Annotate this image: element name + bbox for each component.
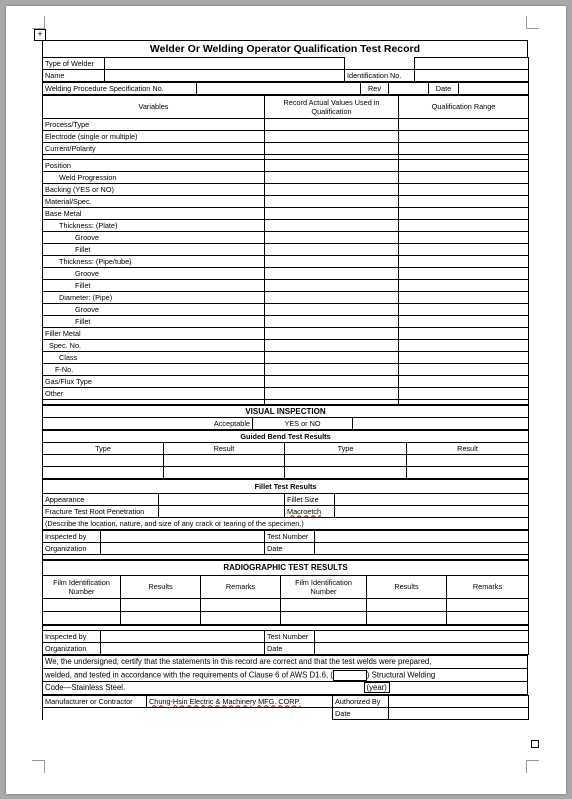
identification-no-field[interactable] [415,70,529,82]
film-id-header [43,576,121,599]
qualification-range-cell[interactable] [399,376,529,388]
variable-row [43,388,529,400]
variable-label: Groove [43,232,265,244]
qualification-range-cell[interactable] [399,268,529,280]
rt-date-field[interactable] [315,643,529,655]
variable-row [43,340,529,352]
fracture-test-field[interactable] [159,506,285,518]
corner-mark [526,16,539,29]
film-id-header-line2: Number [310,587,337,596]
variable-label: Weld Progression [43,172,265,184]
certification-table [42,655,528,695]
qualification-range-cell[interactable] [399,364,529,376]
certification-line2b: ) Structural Welding [366,670,436,680]
fillet-size-field[interactable] [335,494,529,506]
variable-label: Current/Polarity [43,143,265,155]
rt-inspection-table [42,625,529,655]
wps-no-label: Welding Procedure Specification No. [43,83,197,95]
actual-value-cell[interactable] [265,184,399,196]
bend-cell[interactable] [43,455,164,467]
header-table [42,57,529,82]
actual-value-cell[interactable] [265,220,399,232]
rt-cell[interactable] [367,599,447,612]
results-header: Results [367,576,447,599]
results-header: Results [121,576,201,599]
rev-label: Rev [361,83,389,95]
variable-row [43,232,529,244]
variable-label: Fillet [43,316,265,328]
actual-value-cell[interactable] [265,388,399,400]
variable-row [43,172,529,184]
variable-row [43,304,529,316]
qualification-range-cell[interactable] [399,256,529,268]
rt-cell[interactable] [121,599,201,612]
authorized-by-label: Authorized By [333,696,389,708]
rt-cell[interactable] [201,612,281,625]
variable-row [43,400,529,405]
authorized-by-field[interactable] [389,696,529,708]
variable-row [43,352,529,364]
acceptable-label: Acceptable [43,418,253,430]
variables-table [42,95,529,405]
actual-value-cell[interactable] [265,376,399,388]
qualification-range-cell[interactable] [399,340,529,352]
certification-line1: We, the undersigned, certify that the statements in this record are correct and that the test welds were prepared, [43,656,528,669]
rt-cell[interactable] [201,599,281,612]
macroetch-text: Macroetch [287,506,322,516]
radiographic-table [42,560,529,625]
rt-cell[interactable] [281,599,367,612]
actual-value-cell[interactable] [265,292,399,304]
rt-organization-label: Organization [43,643,101,655]
variable-row [43,220,529,232]
actual-value-cell[interactable] [265,316,399,328]
corner-mark [32,16,45,29]
corner-mark [32,760,45,773]
wps-table [42,82,529,95]
test-number-label: Test Number [265,531,315,543]
variable-row [43,376,529,388]
film-id-header-line1: Film Identification [53,578,110,587]
actual-value-cell[interactable] [265,328,399,340]
rt-inspected-by-field[interactable] [101,631,265,643]
name-label: Name [43,70,105,82]
visual-inspection-table [42,405,529,430]
actual-value-cell[interactable] [265,340,399,352]
variable-row [43,184,529,196]
film-id-header-line2: Number [68,587,95,596]
guided-bend-table [42,430,529,479]
rt-test-number-field[interactable] [315,631,529,643]
date-label: Date [265,543,315,555]
bend-result-header: Result [164,443,285,455]
actual-value-cell[interactable] [265,352,399,364]
actual-values-column-header [265,96,399,119]
variable-label: Fillet [43,244,265,256]
describe-note: (Describe the location, nature, and size of any crack or tearing of the specimen.) [43,518,529,530]
fillet-size-label: Fillet Size [285,494,335,506]
qualification-range-cell[interactable] [399,160,529,172]
variable-label: Thickness: (Pipe/tube) [43,256,265,268]
qualification-range-cell[interactable] [399,304,529,316]
actual-value-cell[interactable] [265,244,399,256]
variable-row [43,196,529,208]
variable-row [43,119,529,131]
variable-label: Filler Metal [43,328,265,340]
actual-value-cell[interactable] [265,304,399,316]
variable-label [43,400,265,405]
actual-value-cell[interactable] [265,172,399,184]
variable-label: Backing (YES or NO) [43,184,265,196]
qualification-range-cell[interactable] [399,280,529,292]
rt-cell[interactable] [281,612,367,625]
bend-cell[interactable] [164,455,285,467]
bend-cell[interactable] [285,467,407,479]
fillet-inspection-table [42,530,529,560]
type-of-welder-extra[interactable] [415,58,529,70]
fracture-test-label: Fracture Test Root Penetration [43,506,159,518]
qualification-range-cell[interactable] [399,244,529,256]
qualification-range-cell[interactable] [399,328,529,340]
corner-mark [526,760,539,773]
qualification-range-cell[interactable] [399,220,529,232]
bend-cell[interactable] [407,467,529,479]
variable-label: Electrode (single or multiple) [43,131,265,143]
film-id-header-line1: Film Identification [295,578,352,587]
guided-bend-heading: Guided Bend Test Results [43,431,529,443]
variable-row [43,244,529,256]
aws-year-field[interactable] [333,670,367,681]
qualification-range-cell[interactable] [399,208,529,220]
test-number-field[interactable] [315,531,529,543]
variable-label: Other [43,388,265,400]
qualification-range-cell[interactable] [399,184,529,196]
actual-value-cell[interactable] [265,131,399,143]
identification-no-label: Identification No. [345,70,415,82]
qualification-range-cell[interactable] [399,119,529,131]
manufacturer-label: Manufacturer or Contractor [43,696,147,708]
type-of-welder-field[interactable] [105,58,345,70]
qualification-range-cell[interactable] [399,172,529,184]
variable-row [43,160,529,172]
actual-value-cell[interactable] [265,400,399,405]
name-field[interactable] [105,70,345,82]
rt-cell[interactable] [447,612,529,625]
bend-cell[interactable] [407,455,529,467]
variable-row [43,316,529,328]
variable-row [43,256,529,268]
rt-cell[interactable] [43,612,121,625]
rt-cell[interactable] [121,612,201,625]
actual-values-header-line2: Qualification [311,107,352,116]
inspected-by-field[interactable] [101,531,265,543]
rt-cell[interactable] [447,599,529,612]
fillet-test-table [42,479,529,530]
variable-label: Thickness: (Plate) [43,220,265,232]
actual-value-cell[interactable] [265,268,399,280]
date-field[interactable] [459,83,529,95]
variable-label: Position [43,160,265,172]
certification-line3 [43,682,528,695]
rt-date-label: Date [265,643,315,655]
variable-label: Material/Spec. [43,196,265,208]
actual-values-header-line1: Record Actual Values Used in [283,98,380,107]
variable-label: F-No. [43,364,265,376]
certification-line3-text: Code—Stainless Steel. [45,683,126,692]
form-container [0,40,572,720]
variable-row [43,280,529,292]
qualification-range-cell[interactable] [399,232,529,244]
footer-date-field[interactable] [389,708,529,720]
acceptable-yes-no-field[interactable]: YES or NO [253,418,353,430]
variable-row [43,143,529,155]
type-of-welder-label: Type of Welder [43,58,105,70]
qualification-range-cell[interactable] [399,143,529,155]
variable-row [43,292,529,304]
date-label: Date [429,83,459,95]
actual-value-cell[interactable] [265,208,399,220]
inspected-by-label: Inspected by [43,531,101,543]
actual-value-cell[interactable] [265,256,399,268]
actual-value-cell[interactable] [265,232,399,244]
year-label: (year) [364,682,390,693]
qualification-range-cell[interactable] [399,292,529,304]
rt-cell[interactable] [43,599,121,612]
variable-label: Groove [43,268,265,280]
qualification-range-cell[interactable] [399,388,529,400]
visual-inspection-heading: VISUAL INSPECTION [43,406,529,418]
fillet-test-heading: Fillet Test Results [43,480,529,494]
date-field[interactable] [315,543,529,555]
variable-row [43,364,529,376]
company-field[interactable] [147,696,333,708]
remarks-header: Remarks [201,576,281,599]
actual-value-cell[interactable] [265,364,399,376]
rt-test-number-label: Test Number [265,631,315,643]
variable-label: Fillet [43,280,265,292]
rt-organization-field[interactable] [101,643,265,655]
variables-rows [43,119,529,405]
actual-value-cell[interactable] [265,160,399,172]
variable-label: Gas/Flux Type [43,376,265,388]
qualification-range-cell[interactable] [399,131,529,143]
radiographic-heading: RADIOGRAPHIC TEST RESULTS [43,561,529,576]
variable-row [43,208,529,220]
variable-label: Process/Type [43,119,265,131]
actual-value-cell[interactable] [265,280,399,292]
film-id-header [281,576,367,599]
organization-field[interactable] [101,543,265,555]
variable-row [43,268,529,280]
rt-cell[interactable] [367,612,447,625]
page-title: Welder Or Welding Operator Qualification Test Record [43,41,528,58]
rt-inspected-by-label: Inspected by [43,631,101,643]
variable-label: Groove [43,304,265,316]
qualification-range-cell[interactable] [399,196,529,208]
actual-value-cell[interactable] [265,196,399,208]
company-name: Chung-Hsin Electric & Machinery MFG. CORP. [149,696,301,706]
qualification-range-cell[interactable] [399,400,529,405]
qualification-range-cell[interactable] [399,352,529,364]
bend-cell[interactable] [164,467,285,479]
bend-result-header: Result [407,443,529,455]
variable-label: Class [43,352,265,364]
rev-field[interactable] [389,83,429,95]
bend-type-header: Type [43,443,164,455]
footer-table [42,695,529,720]
certification-line2 [43,669,528,682]
bend-cell[interactable] [43,467,164,479]
variable-row [43,328,529,340]
actual-value-cell[interactable] [265,119,399,131]
bend-cell[interactable] [285,455,407,467]
qualification-range-column-header: Qualification Range [399,96,529,119]
actual-value-cell[interactable] [265,143,399,155]
certification-line2a: welded, and tested in accordance with the requirements of Clause 6 of AWS D1.6, ( [45,670,333,680]
qualification-range-cell[interactable] [399,316,529,328]
remarks-header: Remarks [447,576,529,599]
appearance-label: Appearance [43,494,159,506]
table-move-handle[interactable]: + [34,29,46,41]
appearance-field[interactable] [159,494,285,506]
wps-no-field[interactable] [197,83,361,95]
table-resize-handle[interactable] [531,740,539,748]
footer-date-label: Date [333,708,389,720]
variable-label: Diameter: (Pipe) [43,292,265,304]
title-table [42,40,528,57]
macroetch-label [285,506,335,518]
variable-row [43,131,529,143]
variable-label: Base Metal [43,208,265,220]
organization-label: Organization [43,543,101,555]
variables-column-header: Variables [43,96,265,119]
macroetch-field[interactable] [335,506,529,518]
bend-type-header: Type [285,443,407,455]
variable-label: Spec. No. [43,340,265,352]
